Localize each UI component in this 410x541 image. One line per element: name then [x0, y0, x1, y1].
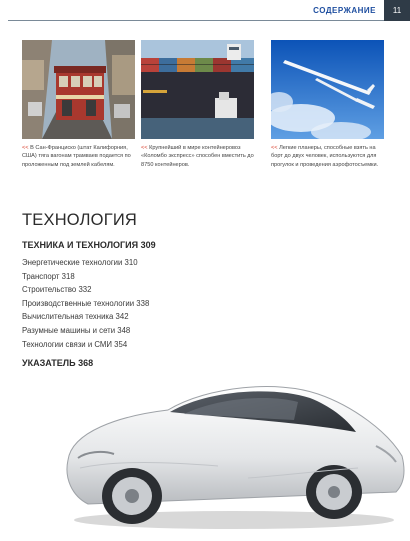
- toc-item[interactable]: [22, 297, 149, 311]
- toc-item-page: 354: [114, 339, 128, 349]
- toc-item-title: Разумные машины и сети: [22, 325, 116, 335]
- caption-text: В Сан-Франциско (штат Калифорния, США) тяга вагонам трамваев подается по проложенным под землей кабелям.: [22, 145, 131, 168]
- toc-item-page: 332: [78, 285, 92, 295]
- index-page: 368: [78, 358, 94, 368]
- photo-caption: [22, 144, 140, 169]
- toc-item-title: Технологии связи и СМИ: [22, 339, 112, 349]
- toc-item-title: Производственные технологии: [22, 298, 135, 308]
- caption-text: Легкие планеры, способные взять на борт до двух человек, используются для прогулок и проведения аэрофотосъемки.: [271, 145, 379, 168]
- toc-item-page: 342: [115, 312, 129, 322]
- chapter-title: ТЕХНИКА И ТЕХНОЛОГИЯ: [22, 240, 139, 250]
- photo-glider: [271, 40, 384, 139]
- toc-item[interactable]: [22, 270, 149, 284]
- section-label: СОДЕРЖАНИЕ: [313, 6, 376, 15]
- toc-item-title: Транспорт: [22, 271, 60, 281]
- toc-item[interactable]: [22, 256, 149, 270]
- toc-index[interactable]: [22, 358, 93, 368]
- photo-container-ship: [141, 40, 254, 139]
- index-title: УКАЗАТЕЛЬ: [22, 358, 76, 368]
- toc-item[interactable]: [22, 310, 149, 324]
- photo-caption: [271, 144, 389, 169]
- section-title: ТЕХНОЛОГИЯ: [22, 211, 138, 229]
- toc-item[interactable]: [22, 283, 149, 297]
- photo-cable-car: [22, 40, 135, 139]
- concept-car-image: [58, 372, 410, 532]
- toc-item-title: Вычислительная техника: [22, 312, 114, 322]
- toc-chapter[interactable]: [22, 240, 156, 250]
- toc-item-page: 310: [124, 258, 138, 267]
- photo-caption: [141, 144, 259, 169]
- toc-item[interactable]: [22, 324, 149, 338]
- toc-item-page: 338: [136, 298, 150, 308]
- toc-item-title: Энергетические технологии: [22, 258, 123, 267]
- toc-item-page: 348: [117, 325, 131, 335]
- caption-marker-icon: <<: [22, 145, 29, 151]
- toc-list: [22, 256, 149, 351]
- toc-item-page: 318: [61, 271, 75, 281]
- toc-item-title: Строительство: [22, 285, 77, 295]
- header-rule: [8, 20, 410, 21]
- caption-marker-icon: <<: [141, 145, 148, 151]
- caption-marker-icon: <<: [271, 145, 278, 151]
- toc-item[interactable]: [22, 338, 149, 352]
- chapter-page: 309: [140, 240, 156, 250]
- caption-text: Крупнейший в мире контейнеровоз «Коломбо экспресс» способен вместить до 8750 контейнеров.: [141, 145, 254, 168]
- page-number: 11: [384, 0, 410, 21]
